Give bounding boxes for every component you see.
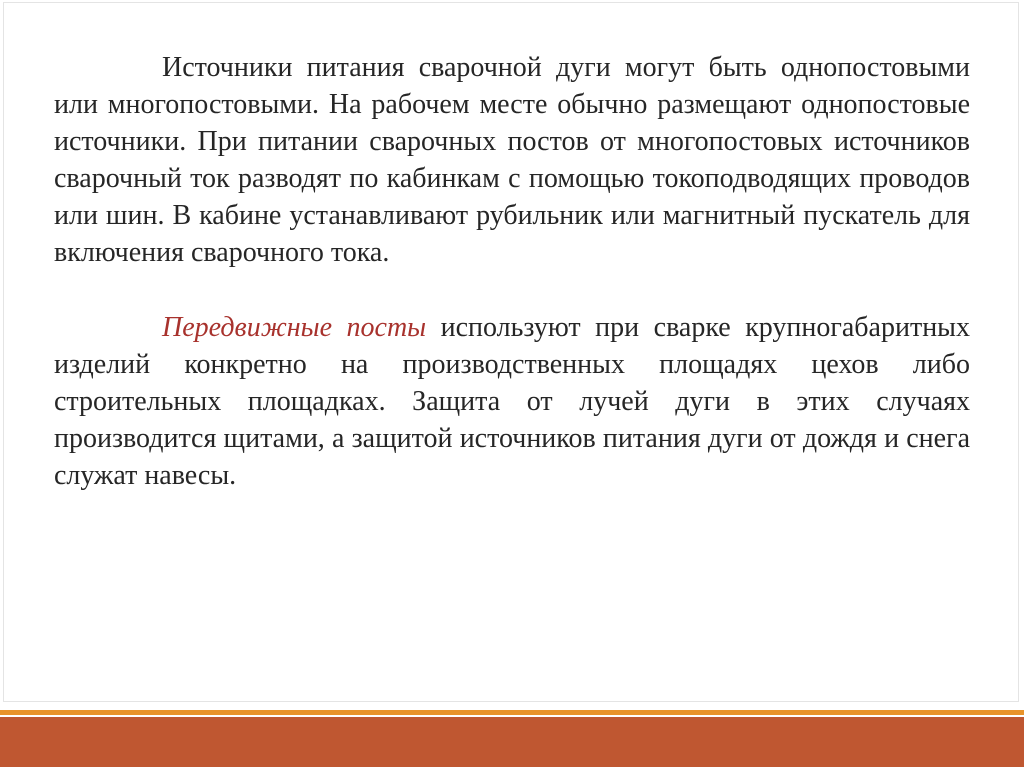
slide-body bbox=[54, 49, 970, 494]
footer-accent-line bbox=[0, 710, 1024, 715]
highlighted-term: Передвижные посты bbox=[162, 312, 427, 343]
paragraph-text: Источники питания сварочной дуги могут быть однопостовыми или многопостовыми. На рабочем месте обычно размещают однопостовые источники. При питании сварочных постов от многопостовых источников сварочный ток разводят по кабинкам с помощью токоподводящих проводов или шин. В кабине устанавливают рубильник или магнитный пускатель для включения сварочного тока. bbox=[54, 52, 970, 268]
paragraph-power-sources bbox=[54, 49, 970, 271]
footer-band bbox=[0, 717, 1024, 767]
paragraph-text: используют при сварке крупногабаритных изделий конкретно на производственных площадях цехов либо строительных площадках. Защита от лучей дуги в этих случаях производится щитами, а защитой источников питания дуги от дождя и снега служат навесы. bbox=[54, 312, 970, 491]
paragraph-mobile-posts bbox=[54, 309, 970, 494]
